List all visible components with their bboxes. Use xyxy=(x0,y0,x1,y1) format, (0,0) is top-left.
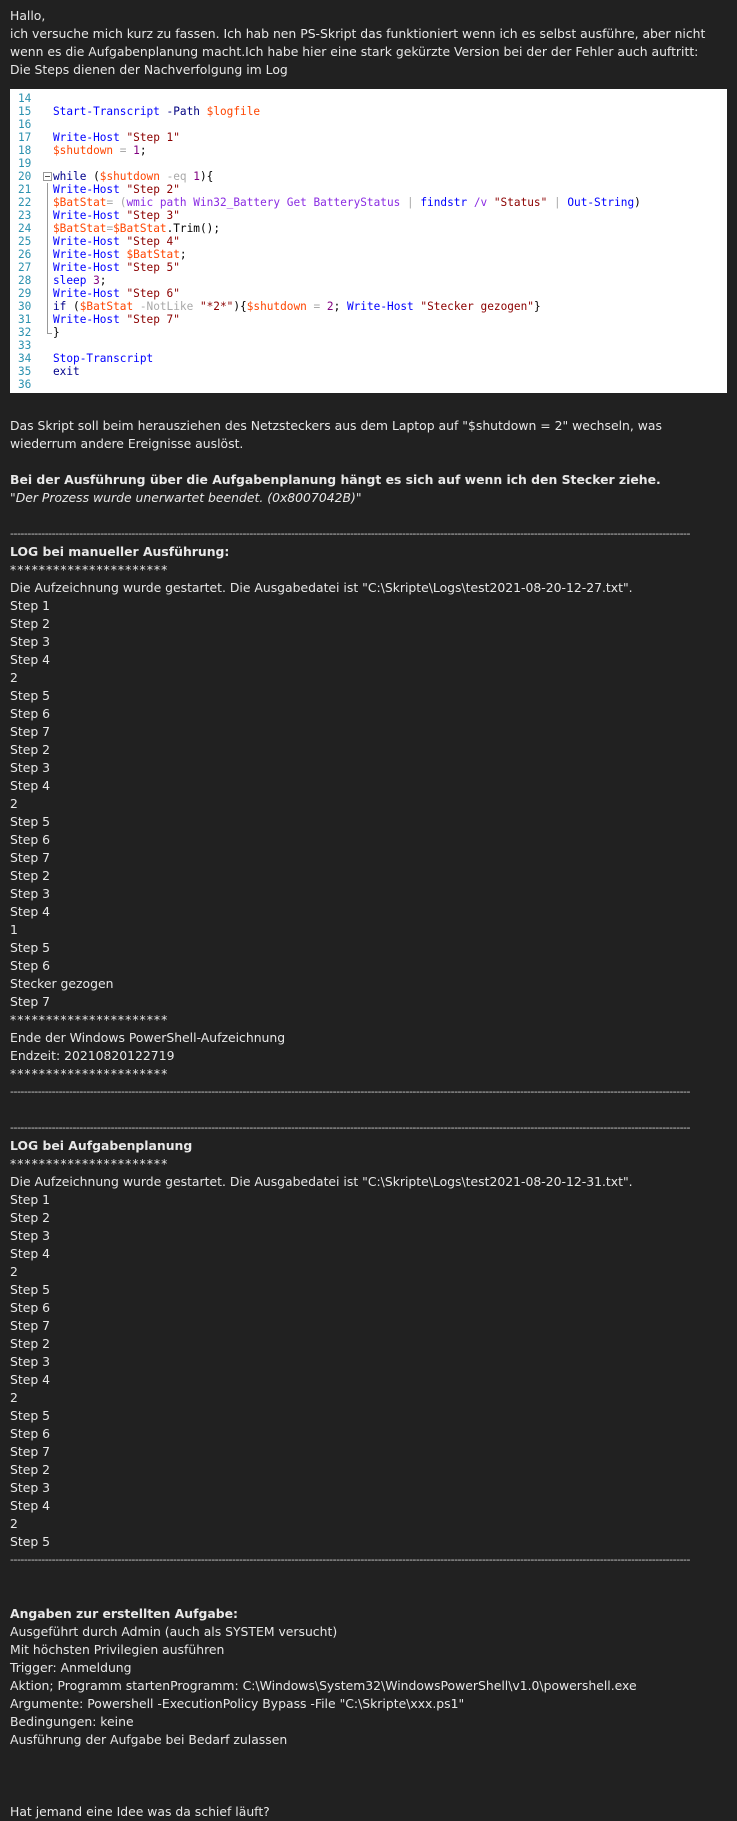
code-token: "Step 5" xyxy=(126,261,180,274)
code-token: 1 xyxy=(193,170,200,183)
fold-gutter xyxy=(42,144,53,157)
log-line: Step 5 xyxy=(10,940,51,955)
code-token: while xyxy=(53,170,87,183)
log-line: Step 5 xyxy=(10,1282,51,1297)
fold-gutter xyxy=(42,248,53,261)
code-token xyxy=(414,300,421,313)
log-line: Step 2 xyxy=(10,616,51,631)
problem-statement: Bei der Ausführung über die Aufgabenplanung hängt es sich auf wenn ich den Stecker ziehe. xyxy=(10,472,661,487)
log-line: 1 xyxy=(10,922,18,937)
code-token: if xyxy=(53,300,67,313)
fold-gutter xyxy=(42,326,53,339)
fold-gutter xyxy=(42,92,53,105)
code-token xyxy=(120,248,127,261)
log-line: Step 5 xyxy=(10,1408,51,1423)
log-line: Step 5 xyxy=(10,688,51,703)
code-token: = xyxy=(306,300,327,313)
line-number: 22 xyxy=(18,196,32,209)
log-manual-end-time: Endzeit: 20210820122719 xyxy=(10,1048,175,1063)
code-token: ; xyxy=(333,300,347,313)
code-token: ( xyxy=(86,170,100,183)
log-manual-lines xyxy=(10,597,727,1011)
code-token: Write-Host xyxy=(53,261,120,274)
code-token: } xyxy=(53,326,60,339)
line-number: 19 xyxy=(18,157,32,170)
log-line: Step 7 xyxy=(10,994,51,1009)
log-line: 2 xyxy=(10,1390,18,1405)
code-token xyxy=(120,287,127,300)
code-token: Stop-Transcript xyxy=(53,352,154,365)
code-token xyxy=(120,261,127,274)
code-token: -eq xyxy=(159,170,194,183)
code-token: $BatStat xyxy=(79,300,134,313)
log-line: Step 7 xyxy=(10,724,51,739)
code-line xyxy=(10,170,727,183)
log-line: Step 7 xyxy=(10,1318,51,1333)
line-number: 30 xyxy=(18,300,32,313)
code-token: ( xyxy=(66,300,80,313)
line-number: 29 xyxy=(18,287,32,300)
code-line xyxy=(10,235,727,248)
code-token: exit xyxy=(53,365,80,378)
fold-gutter xyxy=(42,183,53,196)
code-token: Out-String xyxy=(567,196,635,209)
code-line xyxy=(10,339,727,352)
fold-gutter xyxy=(42,365,53,378)
log-line: Step 7 xyxy=(10,1444,51,1459)
code-token: ){ xyxy=(233,300,247,313)
code-token: "Step 4" xyxy=(126,235,180,248)
code-token xyxy=(120,313,127,326)
code-line xyxy=(10,326,727,339)
fold-gutter xyxy=(42,300,53,313)
stars-divider: ********************** xyxy=(10,562,169,577)
code-token: Write-Host xyxy=(53,248,120,261)
fold-gutter xyxy=(42,339,53,352)
task-details xyxy=(10,1623,727,1749)
line-number: 14 xyxy=(18,92,32,105)
code-token: -Path xyxy=(159,105,207,118)
divider: ---------------------------------------------------------------------------------------------------------------------------------------------------------------------------------------------------- xyxy=(10,527,690,540)
code-token xyxy=(120,131,127,144)
line-number: 16 xyxy=(18,118,32,131)
fold-gutter xyxy=(42,105,53,118)
log-line: Step 3 xyxy=(10,634,51,649)
divider: ---------------------------------------------------------------------------------------------------------------------------------------------------------------------------------------------------- xyxy=(10,1553,690,1566)
line-number: 23 xyxy=(18,209,32,222)
line-number: 36 xyxy=(18,378,32,391)
code-line xyxy=(10,144,727,157)
fold-gutter xyxy=(42,196,53,209)
log-line: 2 xyxy=(10,796,18,811)
log-line: Step 6 xyxy=(10,1426,51,1441)
task-detail-line: Mit höchsten Privilegien ausführen xyxy=(10,1642,225,1657)
intro-steps-note: Die Steps dienen der Nachverfolgung im Log xyxy=(10,62,288,77)
code-token: ){ xyxy=(199,170,214,183)
fold-gutter xyxy=(42,157,53,170)
code-line xyxy=(10,105,727,118)
code-token: .Trim(); xyxy=(166,222,220,235)
log-line: Step 6 xyxy=(10,706,51,721)
task-detail-line: Argumente: Powershell -ExecutionPolicy Bypass -File "C:\Skripte\xxx.ps1" xyxy=(10,1696,465,1711)
fold-gutter xyxy=(42,352,53,365)
code-token: $shutdown xyxy=(53,144,114,157)
code-token: 1 xyxy=(133,144,140,157)
intro-text: ich versuche mich kurz zu fassen. Ich hab nen PS-Skript das funktioniert wenn ich es selbst ausführe, aber nicht wenn es die Aufgabenplanung macht.Ich habe hier eine stark gekürzte Version bei der der Fehler auch auftritt: xyxy=(10,26,706,59)
log-line: Step 6 xyxy=(10,958,51,973)
log-line: Step 3 xyxy=(10,1354,51,1369)
code-token: ; xyxy=(139,144,147,157)
code-token: Write-Host xyxy=(53,235,120,248)
log-line: Step 1 xyxy=(10,598,51,613)
code-token: $logfile xyxy=(206,105,261,118)
fold-gutter xyxy=(42,313,53,326)
line-number: 25 xyxy=(18,235,32,248)
log-line: Step 4 xyxy=(10,904,51,919)
log-task-start: Die Aufzeichnung wurde gestartet. Die Ausgabedatei ist "C:\Skripte\Logs\test2021-08-20-12-31.txt". xyxy=(10,1174,633,1189)
code-token xyxy=(120,235,127,248)
code-token: sleep xyxy=(53,274,87,287)
code-token: ) xyxy=(634,196,641,209)
code-token: $BatStat xyxy=(53,222,107,235)
collapse-icon[interactable] xyxy=(42,170,53,183)
code-line xyxy=(10,378,727,391)
code-token: ; xyxy=(179,248,187,261)
log-line: 2 xyxy=(10,1516,18,1531)
code-token: "Step 6" xyxy=(126,287,180,300)
task-detail-line: Trigger: Anmeldung xyxy=(10,1660,132,1675)
log-line: Step 4 xyxy=(10,1498,51,1513)
log-line: Step 5 xyxy=(10,814,51,829)
task-detail-line: Bedingungen: keine xyxy=(10,1714,134,1729)
log-line: Step 5 xyxy=(10,1534,51,1549)
log-line: Step 3 xyxy=(10,886,51,901)
fold-gutter xyxy=(42,261,53,274)
code-token: | xyxy=(400,196,421,209)
error-message: "Der Prozess wurde unerwartet beendet. (0x8007042B)" xyxy=(10,490,362,505)
fold-gutter xyxy=(42,235,53,248)
code-line xyxy=(10,352,727,365)
log-line: Step 6 xyxy=(10,1300,51,1315)
code-token xyxy=(86,274,93,287)
log-line: Step 2 xyxy=(10,742,51,757)
stars-divider: ********************** xyxy=(10,1156,169,1171)
code-line xyxy=(10,131,727,144)
code-token: | xyxy=(547,196,568,209)
fold-gutter xyxy=(42,209,53,222)
code-token: Write-Host xyxy=(53,313,120,326)
line-number: 20 xyxy=(18,170,32,183)
stars-divider: ********************** xyxy=(10,1066,169,1081)
line-number: 35 xyxy=(18,365,32,378)
fold-gutter xyxy=(42,287,53,300)
line-number: 17 xyxy=(18,131,32,144)
code-line xyxy=(10,92,727,105)
log-line: Step 2 xyxy=(10,1462,51,1477)
log-line: Stecker gezogen xyxy=(10,976,114,991)
code-token: "Step 3" xyxy=(126,209,180,222)
stars-divider: ********************** xyxy=(10,1012,169,1027)
fold-gutter xyxy=(42,378,53,391)
code-token: "*2*" xyxy=(199,300,234,313)
code-line xyxy=(10,222,727,235)
line-number: 33 xyxy=(18,339,32,352)
code-token: "Step 7" xyxy=(126,313,180,326)
log-manual-start: Die Aufzeichnung wurde gestartet. Die Ausgabedatei ist "C:\Skripte\Logs\test2021-08-20-12-27.txt". xyxy=(10,580,633,595)
log-line: Step 6 xyxy=(10,832,51,847)
code-token: Write-Host xyxy=(346,300,414,313)
code-line xyxy=(10,287,727,300)
code-line xyxy=(10,248,727,261)
code-line xyxy=(10,209,727,222)
divider: ---------------------------------------------------------------------------------------------------------------------------------------------------------------------------------------------------- xyxy=(10,1085,690,1098)
code-token: wmic path Win32_Battery Get BatteryStatus xyxy=(126,196,401,209)
code-token: "Status" xyxy=(493,196,548,209)
code-token xyxy=(120,209,127,222)
line-number: 18 xyxy=(18,144,32,157)
code-token: "Stecker gezogen" xyxy=(420,300,534,313)
code-token: -NotLike xyxy=(133,300,200,313)
code-token: = xyxy=(113,144,134,157)
log-line: Step 2 xyxy=(10,1210,51,1225)
task-detail-line: Ausführung der Aufgabe bei Bedarf zulassen xyxy=(10,1732,288,1747)
code-line xyxy=(10,183,727,196)
task-title: Angaben zur erstellten Aufgabe: xyxy=(10,1606,238,1621)
log-task-title: LOG bei Aufgabenplanung xyxy=(10,1138,193,1153)
code-token: Write-Host xyxy=(53,287,120,300)
code-token: findstr xyxy=(420,196,468,209)
closing-question: Hat jemand eine Idee was da schief läuft? xyxy=(10,1804,270,1819)
log-line: Step 3 xyxy=(10,1228,51,1243)
code-token: Write-Host xyxy=(53,183,120,196)
line-number: 31 xyxy=(18,313,32,326)
code-token: $shutdown xyxy=(99,170,160,183)
fold-gutter xyxy=(42,274,53,287)
greeting: Hallo, xyxy=(10,8,46,23)
log-line: Step 3 xyxy=(10,1480,51,1495)
code-token: $BatStat xyxy=(113,222,167,235)
line-number: 28 xyxy=(18,274,32,287)
code-token: ; xyxy=(99,274,107,287)
code-line xyxy=(10,157,727,170)
log-line: 2 xyxy=(10,1264,18,1279)
code-line xyxy=(10,300,727,313)
line-number: 34 xyxy=(18,352,32,365)
code-token xyxy=(120,183,127,196)
code-line xyxy=(10,365,727,378)
code-token: "Step 1" xyxy=(126,131,180,144)
code-token: $shutdown xyxy=(246,300,307,313)
log-line: Step 4 xyxy=(10,1372,51,1387)
log-task-lines xyxy=(10,1191,727,1551)
line-number: 24 xyxy=(18,222,32,235)
log-line: Step 1 xyxy=(10,1192,51,1207)
code-token: } xyxy=(533,300,541,313)
log-line: Step 4 xyxy=(10,652,51,667)
code-token: Start-Transcript xyxy=(53,105,160,118)
log-line: Step 2 xyxy=(10,1336,51,1351)
code-token: $BatStat xyxy=(126,248,180,261)
log-manual-end-title: Ende der Windows PowerShell-Aufzeichnung xyxy=(10,1030,286,1045)
code-token: $BatStat xyxy=(53,196,107,209)
fold-gutter xyxy=(42,118,53,131)
line-number: 15 xyxy=(18,105,32,118)
line-number: 26 xyxy=(18,248,32,261)
divider: ---------------------------------------------------------------------------------------------------------------------------------------------------------------------------------------------------- xyxy=(10,1121,690,1134)
log-line: Step 7 xyxy=(10,850,51,865)
task-detail-line: Ausgeführt durch Admin (auch als SYSTEM versucht) xyxy=(10,1624,338,1639)
line-number: 21 xyxy=(18,183,32,196)
script-explanation: Das Skript soll beim herausziehen des Netzsteckers aus dem Laptop auf "$shutdown = 2" wechseln, was wiederrum andere Ereignisse auslöst. xyxy=(10,418,662,451)
code-line xyxy=(10,261,727,274)
code-token: = xyxy=(106,222,114,235)
code-token: = ( xyxy=(106,196,127,209)
line-number: 27 xyxy=(18,261,32,274)
code-line xyxy=(10,196,727,209)
log-line: Step 4 xyxy=(10,1246,51,1261)
code-line xyxy=(10,313,727,326)
log-line: Step 3 xyxy=(10,760,51,775)
code-line xyxy=(10,274,727,287)
line-number: 32 xyxy=(18,326,32,339)
code-token: /v xyxy=(467,196,494,209)
code-token: Write-Host xyxy=(53,131,120,144)
code-token: "Step 2" xyxy=(126,183,180,196)
fold-gutter xyxy=(42,131,53,144)
fold-gutter xyxy=(42,222,53,235)
task-detail-line: Aktion; Programm startenProgramm: C:\Windows\System32\WindowsPowerShell\v1.0\powershell.exe xyxy=(10,1678,637,1693)
code-token: Write-Host xyxy=(53,209,120,222)
log-manual-title: LOG bei manueller Ausführung: xyxy=(10,544,230,559)
code-block xyxy=(10,89,727,393)
code-token: 3 xyxy=(93,274,100,287)
log-line: Step 2 xyxy=(10,868,51,883)
log-line: Step 4 xyxy=(10,778,51,793)
code-line xyxy=(10,118,727,131)
code-token: 2 xyxy=(326,300,334,313)
log-line: 2 xyxy=(10,670,18,685)
